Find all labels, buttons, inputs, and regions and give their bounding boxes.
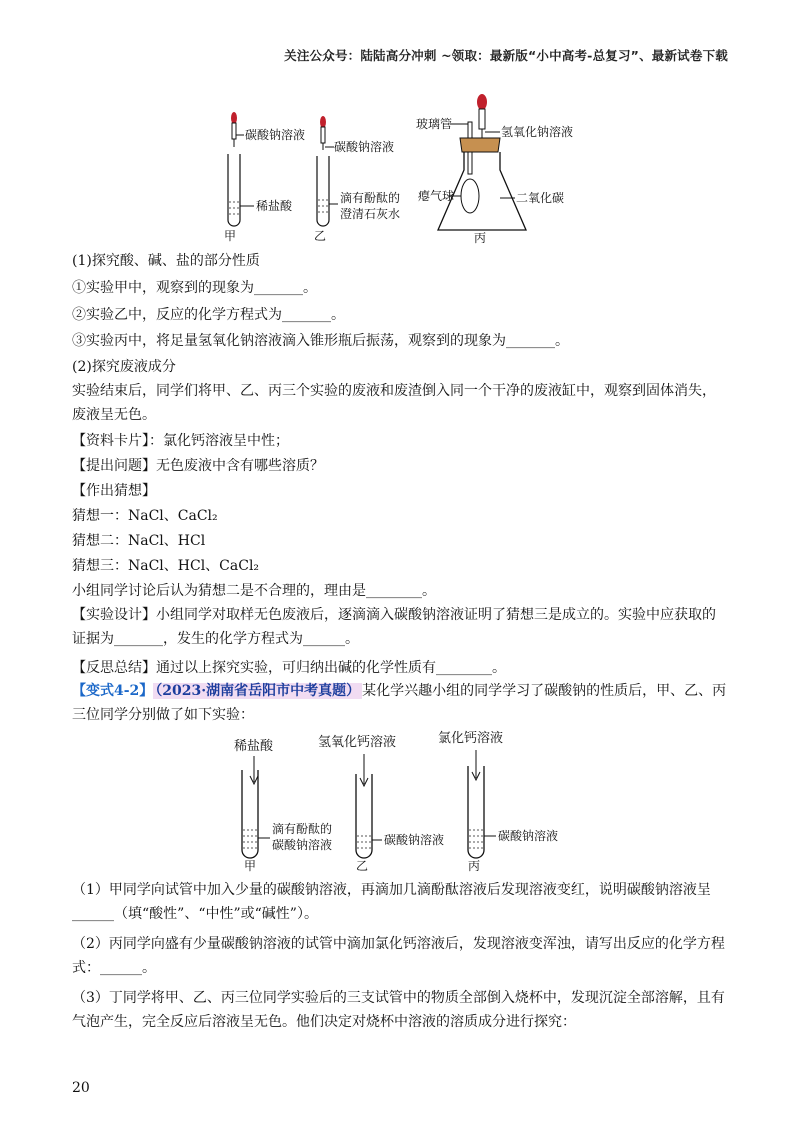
variant-question [72,679,728,727]
text-line: (2)探究废液成分 [72,359,176,375]
label-c-glass: 玻璃管 [416,117,453,131]
page-number: 20 [72,1080,90,1096]
label-b-tube1: 滴有酚酞的 [340,191,401,205]
label2-b-top: 氢氧化钙溶液 [318,735,397,750]
text-paragraph: 实验结束后，同学们将甲、乙、丙三个实验的废液和废渣倒入同一个干净的废液缸中，观察到固体消失，废液呈无色。 [72,383,716,423]
label-c-dropper: 氢氧化钠溶液 [501,125,574,139]
label2-a-top: 稀盐酸 [234,739,274,754]
page-header: 关注公众号：陆陆高分冲刺 ~领取：最新版“小中高考-总复习”、最新试卷下载 [284,48,728,63]
text-line: ①实验甲中，观察到的现象为_______。 [72,280,317,296]
tube2-bing [438,730,558,873]
label-c-name: 丙 [474,231,487,244]
label2-c-top: 氯化钙溶液 [438,731,504,746]
label-c-gas: 二氧化碳 [516,191,565,205]
question-3: （3）丁同学将甲、乙、丙三位同学实验后的三支试管中的物质全部倒入烧杯中，发现沉淀全部溶解，且有气泡产生，完全反应后溶液呈无色。他们决定对烧杯中溶液的溶质成分进行探究： [72,990,725,1030]
text-paragraph: 【实验设计】小组同学对取样无色废液后，逐滴滴入碳酸钠溶液证明了猜想三是成立的。实验中应获取的证据为_______，发生的化学方程式为______。 [72,607,716,647]
tube2-yi [318,734,444,873]
variant-source: （2023·湖南省岳阳市中考真题） [155,683,361,699]
label2-c-side: 碳酸钠溶液 [498,829,559,843]
question-2: （2）丙同学向盛有少量碳酸钠溶液的试管中滴加氯化钙溶液后，发现溶液变浑浊，请写出反应的化学方程式：______。 [72,936,725,976]
text-line: 【提出问题】无色废液中含有哪些溶质？ [72,458,324,474]
experiment-figure-1 [210,92,590,244]
variant-tag: 【变式4-2】 [72,683,154,699]
label-a-name: 甲 [224,229,237,243]
label-b-tube2: 澄清石灰水 [340,207,401,221]
flask-bing [416,94,573,244]
label2-b-name: 乙 [356,859,369,873]
text-line: 【资料卡片】：氯化钙溶液呈中性； [72,433,289,449]
label-b-name: 乙 [314,229,327,243]
variant-text: 某化学兴趣小组的同学学习了碳酸钠的性质后，甲、乙、丙三位同学分别做了如下实验： [72,683,727,723]
text-line: (1)探究酸、碱、盐的部分性质 [72,253,260,269]
tube-yi [314,116,400,243]
text-line: 【反思总结】通过以上探究实验，可归纳出碱的化学性质有________。 [72,660,506,676]
tube-jia [224,112,305,243]
text-line: 猜想一：NaCl、CaCl₂ [72,508,218,524]
text-line: 猜想三：NaCl、HCl、CaCl₂ [72,558,260,574]
text-line: ②实验乙中，反应的化学方程式为_______。 [72,307,345,323]
label2-b-side: 碳酸钠溶液 [384,833,445,847]
label2-a-side1: 滴有酚酞的 [272,822,333,836]
tube2-jia [234,738,332,873]
label2-a-name: 甲 [244,859,257,873]
text-line: 小组同学讨论后认为猜想二是不合理的，理由是________。 [72,583,436,599]
label-c-balloon: 瘪气球 [418,189,455,203]
label-a-dropper: 碳酸钠溶液 [245,128,306,142]
label2-a-side2: 碳酸钠溶液 [272,838,333,852]
text-line: 【作出猜想】 [72,483,156,499]
question-1: （1）甲同学向试管中加入少量的碳酸钠溶液，再滴加几滴酚酞溶液后发现溶液变红，说明碳酸钠溶液呈______（填“酸性”、“中性”或“碱性”）。 [72,882,711,922]
label-b-dropper: 碳酸钠溶液 [334,140,395,154]
label2-c-name: 丙 [468,859,481,873]
text-line: 猜想二：NaCl、HCl [72,533,206,549]
text-line: ③实验丙中，将足量氢氧化钠溶液滴入锥形瓶后振荡，观察到的现象为_______。 [72,333,569,349]
experiment-figure-2 [226,730,586,875]
label-a-tube: 稀盐酸 [256,199,293,213]
